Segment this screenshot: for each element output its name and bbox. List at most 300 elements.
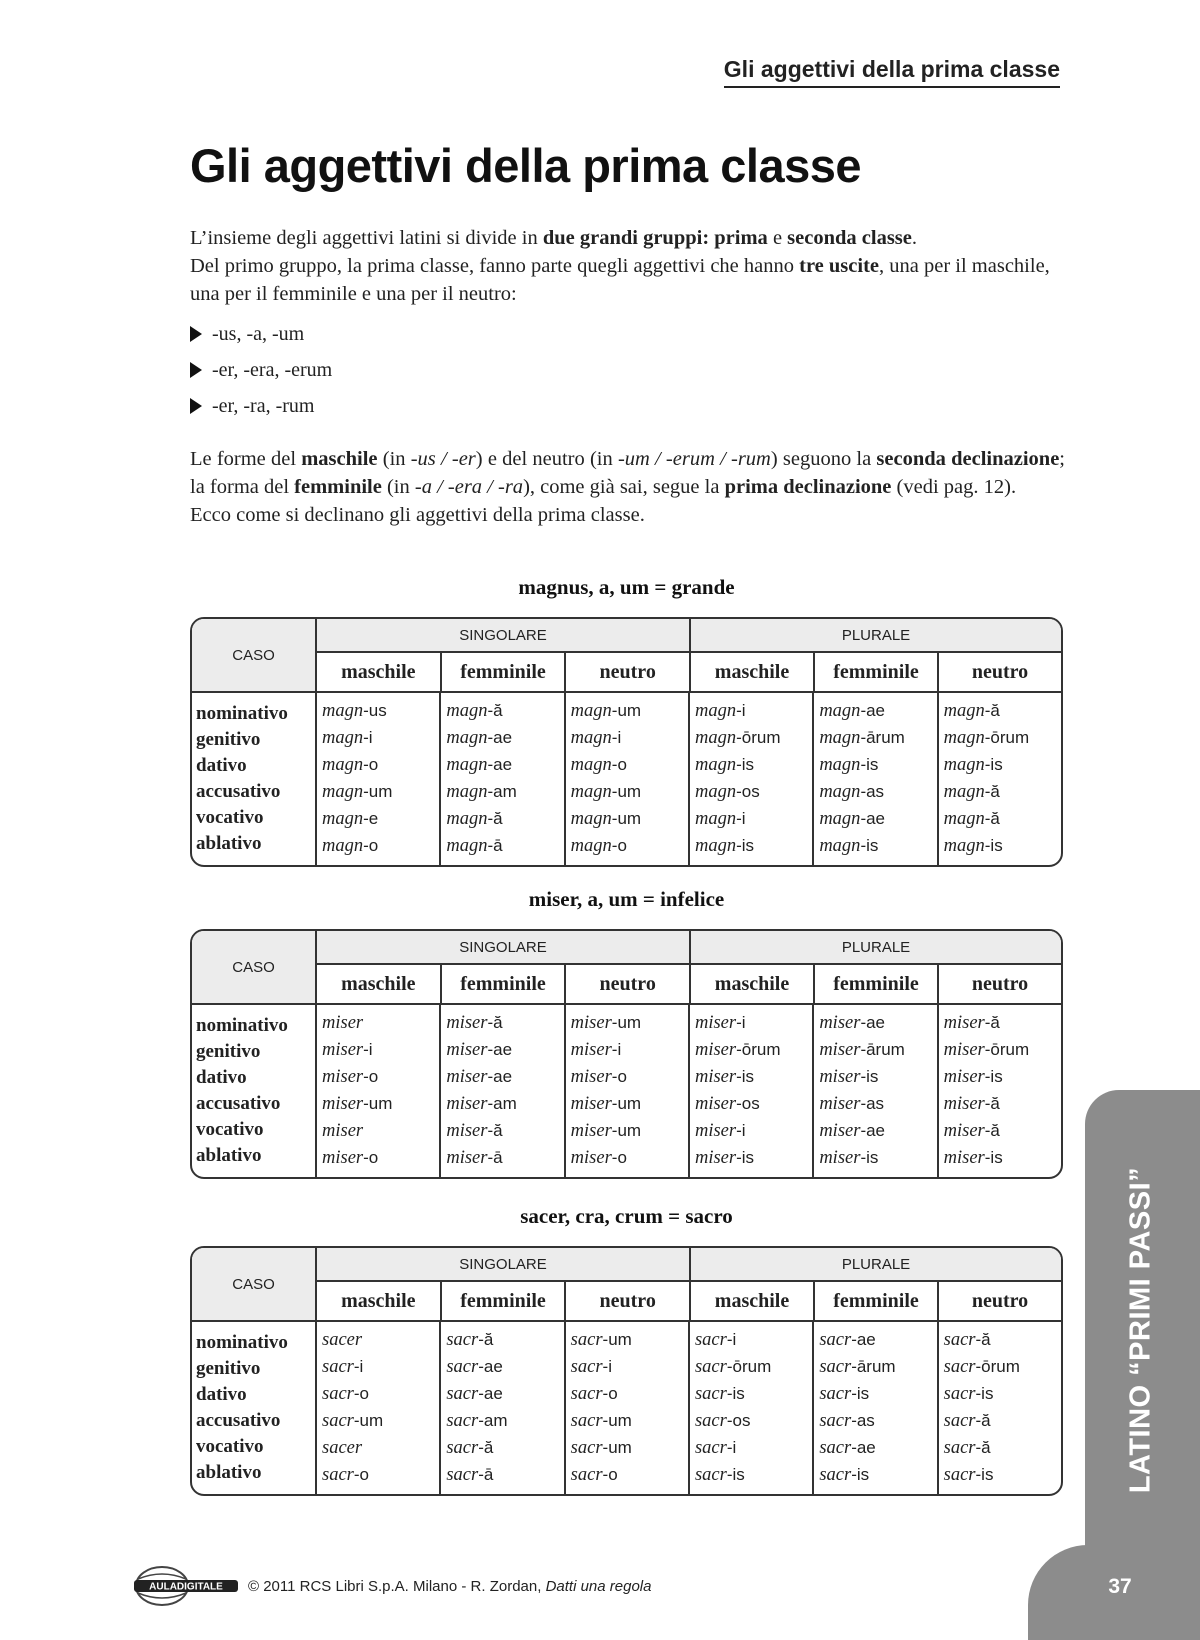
triangle-bullet-icon bbox=[190, 326, 202, 342]
word-ending: -ă bbox=[975, 1438, 991, 1457]
form-column bbox=[812, 1322, 936, 1494]
word-ending: -is bbox=[736, 755, 755, 774]
case-label: dativo bbox=[196, 755, 247, 776]
table-cell bbox=[322, 1434, 439, 1461]
word-ending: -ōrum bbox=[984, 1040, 1030, 1059]
gender-headers bbox=[691, 1282, 1061, 1320]
word-stem: magn bbox=[322, 836, 364, 856]
table-cell bbox=[944, 1036, 1061, 1063]
group-plurale bbox=[689, 931, 1061, 1003]
gender-headers bbox=[317, 965, 689, 1003]
gender-header: maschile bbox=[341, 1289, 416, 1312]
word-ending: -is bbox=[726, 1465, 745, 1484]
form-column bbox=[317, 1005, 439, 1177]
table-cell bbox=[571, 1036, 688, 1063]
word-ending: -ă bbox=[478, 1438, 494, 1457]
form-column bbox=[688, 1322, 812, 1494]
form-column bbox=[317, 693, 439, 865]
word-ending: -ōrum bbox=[736, 1040, 781, 1059]
word-stem: magn bbox=[446, 728, 488, 748]
word-stem: sacr bbox=[943, 1357, 976, 1377]
word-stem: sacr bbox=[694, 1384, 727, 1404]
word-ending: -um bbox=[363, 1094, 393, 1113]
word-stem: magn bbox=[943, 755, 985, 775]
word-ending: -ae bbox=[860, 1121, 886, 1140]
word-stem: sacr bbox=[570, 1330, 603, 1350]
table-cell bbox=[571, 751, 688, 778]
para-text: Ecco come si declinano gli aggettivi della prima classe. bbox=[190, 504, 645, 526]
table-cell bbox=[446, 1380, 563, 1407]
word-stem: sacr bbox=[943, 1411, 976, 1431]
table-header bbox=[192, 931, 1061, 1005]
word-stem: sacr bbox=[322, 1465, 354, 1485]
word-stem: sacr bbox=[570, 1438, 603, 1458]
case-label: vocativo bbox=[196, 807, 264, 828]
word-ending: -is bbox=[860, 1067, 879, 1086]
word-ending: -ă bbox=[478, 1330, 494, 1349]
table-cell bbox=[944, 1380, 1061, 1407]
gender-header: femminile bbox=[813, 1282, 937, 1320]
word-stem: sacr bbox=[943, 1438, 976, 1458]
list-item bbox=[190, 388, 1065, 424]
table-cell bbox=[571, 724, 688, 751]
word-stem: miser bbox=[570, 1040, 612, 1060]
word-stem: sacr bbox=[322, 1384, 354, 1404]
word-stem: miser bbox=[694, 1067, 737, 1087]
table-cell bbox=[446, 832, 563, 859]
gender-header: femminile bbox=[440, 965, 565, 1003]
table-cell bbox=[446, 697, 563, 724]
word-stem: magn bbox=[570, 728, 612, 748]
word-stem: sacr bbox=[819, 1411, 852, 1431]
case-label: accusativo bbox=[196, 1410, 281, 1431]
para-italic-text: -um / -erum / -rum bbox=[617, 448, 771, 470]
plurale-header: PLURALE bbox=[691, 1248, 1061, 1282]
book-title: Datti una regola bbox=[545, 1577, 652, 1595]
word-ending: -um bbox=[611, 1013, 642, 1032]
word-ending: -ă bbox=[975, 1411, 991, 1430]
table-cell bbox=[695, 1009, 812, 1036]
table-cell bbox=[819, 724, 936, 751]
table-cell bbox=[695, 1380, 812, 1407]
table-cell bbox=[446, 1461, 563, 1488]
word-stem: miser bbox=[819, 1013, 861, 1033]
word-stem: miser bbox=[446, 1094, 488, 1114]
word-stem: miser bbox=[446, 1013, 488, 1033]
ending-list bbox=[190, 316, 1065, 424]
word-ending: -um bbox=[602, 1330, 632, 1349]
word-ending: -is bbox=[736, 836, 755, 855]
word-stem: miser bbox=[694, 1040, 737, 1060]
singolare-header: SINGOLARE bbox=[317, 931, 689, 965]
word-ending: -o bbox=[353, 1384, 369, 1403]
group-plurale bbox=[689, 619, 1061, 691]
word-stem: sacr bbox=[694, 1438, 727, 1458]
word-ending: -as bbox=[860, 782, 885, 801]
word-stem: miser bbox=[819, 1094, 861, 1114]
table-cell bbox=[819, 1009, 936, 1036]
word-stem: magn bbox=[694, 809, 737, 829]
word-stem: miser bbox=[570, 1094, 612, 1114]
table-cell bbox=[571, 1117, 688, 1144]
table-cell bbox=[944, 832, 1061, 859]
word-ending: -ōrum bbox=[975, 1357, 1020, 1376]
word-ending: -um bbox=[363, 782, 393, 801]
table-cell bbox=[944, 1144, 1061, 1171]
case-column bbox=[192, 693, 317, 865]
word-stem: sacr bbox=[446, 1357, 479, 1377]
table-cell bbox=[446, 1117, 563, 1144]
word-stem: sacer bbox=[322, 1438, 363, 1458]
word-stem: magn bbox=[570, 701, 612, 721]
word-ending: -ă bbox=[984, 1121, 1000, 1140]
word-ending: -e bbox=[363, 809, 379, 828]
publisher-logo bbox=[132, 1565, 242, 1607]
word-stem: miser bbox=[570, 1067, 612, 1087]
word-ending: -um bbox=[611, 701, 642, 720]
table-cell bbox=[695, 1063, 812, 1090]
word-stem: magn bbox=[694, 836, 737, 856]
intro-bold-text: seconda classe bbox=[787, 227, 912, 249]
table-cell bbox=[322, 1326, 439, 1353]
word-ending: -o bbox=[602, 1384, 618, 1403]
word-ending: -o bbox=[363, 755, 379, 774]
para-text: ) seguono la bbox=[770, 448, 877, 470]
table-cell bbox=[446, 1090, 563, 1117]
word-stem: miser bbox=[694, 1148, 737, 1168]
group-singolare bbox=[317, 931, 689, 1003]
gender-headers bbox=[317, 1282, 689, 1320]
word-stem: sacr bbox=[446, 1438, 479, 1458]
word-ending: -as bbox=[860, 1094, 885, 1113]
word-stem: magn bbox=[322, 755, 364, 775]
table-cell bbox=[446, 724, 563, 751]
word-ending: -um bbox=[602, 1411, 632, 1430]
copyright-text bbox=[248, 1578, 651, 1595]
word-stem: magn bbox=[570, 836, 612, 856]
word-stem: magn bbox=[570, 782, 612, 802]
word-ending: -ārum bbox=[860, 1040, 905, 1059]
gender-header: femminile bbox=[440, 653, 565, 691]
table-body bbox=[192, 693, 1061, 865]
table-cell bbox=[819, 1326, 936, 1353]
form-column bbox=[688, 1005, 812, 1177]
word-ending: -ae bbox=[860, 1013, 886, 1032]
case-label: ablativo bbox=[196, 1145, 262, 1166]
word-ending: -ōrum bbox=[736, 728, 781, 747]
case-label: nominativo bbox=[196, 1332, 288, 1353]
table-cell bbox=[944, 1117, 1061, 1144]
table-cell bbox=[446, 1407, 563, 1434]
word-stem: miser bbox=[943, 1094, 985, 1114]
word-stem: sacr bbox=[819, 1384, 852, 1404]
word-stem: sacr bbox=[819, 1465, 852, 1485]
declension-table-sacer bbox=[190, 1246, 1063, 1496]
form-column bbox=[564, 693, 688, 865]
word-ending: -is bbox=[860, 755, 879, 774]
word-stem: magn bbox=[694, 755, 737, 775]
table-caption-sacer: sacer, cra, crum = sacro bbox=[520, 1204, 733, 1228]
case-label: vocativo bbox=[196, 1119, 264, 1140]
table-cell bbox=[322, 1036, 439, 1063]
word-ending: -ārum bbox=[860, 728, 905, 747]
form-columns bbox=[317, 1005, 1061, 1177]
para-bold-text: seconda declinazione bbox=[876, 448, 1060, 470]
side-tab-label: LATINO “PRIMI PASSI” bbox=[1124, 1166, 1157, 1494]
word-stem: miser bbox=[943, 1067, 985, 1087]
word-stem: magn bbox=[819, 755, 861, 775]
word-ending: -o bbox=[602, 1465, 618, 1484]
form-column bbox=[937, 693, 1061, 865]
word-ending: -ae bbox=[860, 701, 886, 720]
intro-text: , una per il maschile, una per il femminile e una per il neutro: bbox=[190, 255, 1050, 305]
word-stem: magn bbox=[570, 809, 612, 829]
word-stem: sacr bbox=[943, 1465, 976, 1485]
word-stem: miser bbox=[819, 1067, 861, 1087]
table-cell bbox=[944, 805, 1061, 832]
word-ending: -is bbox=[860, 1148, 879, 1167]
word-ending: -ae bbox=[851, 1438, 876, 1457]
gender-header: maschile bbox=[341, 972, 416, 995]
table-cell bbox=[322, 1117, 439, 1144]
word-ending: -ārum bbox=[851, 1357, 896, 1376]
table-cell bbox=[819, 1407, 936, 1434]
intro-section bbox=[190, 224, 1065, 424]
gender-header: neutro bbox=[564, 653, 689, 691]
word-ending: -is bbox=[726, 1384, 745, 1403]
para-italic-text: -a / -era / -ra bbox=[414, 476, 524, 498]
gender-header: femminile bbox=[440, 1282, 565, 1320]
table-cell bbox=[322, 1009, 439, 1036]
word-ending: -i bbox=[611, 728, 622, 747]
table-cell bbox=[571, 832, 688, 859]
group-singolare bbox=[317, 1248, 689, 1320]
word-stem: miser bbox=[322, 1040, 364, 1060]
gender-header: maschile bbox=[341, 660, 416, 683]
logo-text: AULADIGITALE bbox=[149, 1581, 223, 1593]
gender-header: neutro bbox=[937, 965, 1061, 1003]
word-ending: -is bbox=[860, 836, 879, 855]
word-stem: miser bbox=[570, 1148, 612, 1168]
form-column bbox=[564, 1005, 688, 1177]
para-text: ) e del neutro (in bbox=[475, 448, 618, 470]
word-stem: sacr bbox=[694, 1411, 727, 1431]
case-label: nominativo bbox=[196, 1015, 288, 1036]
table-cell bbox=[322, 1461, 439, 1488]
word-ending: -is bbox=[975, 1465, 994, 1484]
table-cell bbox=[322, 1380, 439, 1407]
word-stem: magn bbox=[819, 809, 861, 829]
word-stem: magn bbox=[446, 809, 488, 829]
word-stem: magn bbox=[322, 728, 364, 748]
table-cell bbox=[446, 1063, 563, 1090]
word-ending: -i bbox=[611, 1040, 622, 1059]
case-label: accusativo bbox=[196, 781, 281, 802]
table-cell bbox=[322, 697, 439, 724]
word-stem: sacr bbox=[943, 1330, 976, 1350]
word-ending: -ă bbox=[984, 1094, 1000, 1113]
table-cell bbox=[695, 751, 812, 778]
case-label: genitivo bbox=[196, 1041, 261, 1062]
word-stem: miser bbox=[943, 1013, 985, 1033]
word-ending: -is bbox=[851, 1465, 870, 1484]
gender-headers bbox=[691, 965, 1061, 1003]
table-cell bbox=[571, 1461, 688, 1488]
word-ending: -i bbox=[363, 728, 373, 747]
word-ending: -is bbox=[984, 1067, 1003, 1086]
side-tab-corner bbox=[1028, 1545, 1088, 1640]
table-cell bbox=[695, 1407, 812, 1434]
table-cell bbox=[571, 1009, 688, 1036]
word-stem: sacr bbox=[322, 1411, 354, 1431]
word-stem: magn bbox=[943, 809, 985, 829]
word-ending: -i bbox=[353, 1357, 364, 1376]
case-column bbox=[192, 1322, 317, 1494]
table-cell bbox=[944, 1063, 1061, 1090]
word-stem: magn bbox=[322, 701, 364, 721]
table-cell bbox=[819, 1380, 936, 1407]
running-head: Gli aggettivi della prima classe bbox=[724, 56, 1060, 88]
word-ending: -um bbox=[611, 1121, 642, 1140]
table-cell bbox=[322, 1353, 439, 1380]
word-stem: sacr bbox=[694, 1465, 727, 1485]
case-label: ablativo bbox=[196, 1462, 262, 1483]
word-ending: -um bbox=[611, 1094, 642, 1113]
form-column bbox=[317, 1322, 439, 1494]
form-column bbox=[439, 693, 563, 865]
word-stem: magn bbox=[446, 782, 488, 802]
form-columns bbox=[317, 693, 1061, 865]
word-ending: -ae bbox=[487, 1040, 513, 1059]
table-cell bbox=[944, 778, 1061, 805]
word-stem: sacr bbox=[570, 1465, 603, 1485]
gender-header: maschile bbox=[714, 660, 790, 683]
form-column bbox=[937, 1005, 1061, 1177]
word-ending: -is bbox=[984, 1148, 1003, 1167]
word-ending: -ōrum bbox=[984, 728, 1030, 747]
word-stem: miser bbox=[694, 1121, 737, 1141]
singolare-header: SINGOLARE bbox=[317, 1248, 689, 1282]
table-cell bbox=[446, 1353, 563, 1380]
intro-paragraph bbox=[190, 224, 1065, 308]
word-ending: -o bbox=[611, 755, 627, 774]
table-cell bbox=[695, 1353, 812, 1380]
word-stem: miser bbox=[446, 1067, 488, 1087]
word-ending: -o bbox=[611, 1067, 627, 1086]
table-cell bbox=[944, 751, 1061, 778]
word-stem: magn bbox=[446, 755, 488, 775]
table-cell bbox=[571, 1090, 688, 1117]
word-stem: magn bbox=[819, 836, 861, 856]
word-stem: miser bbox=[446, 1148, 488, 1168]
table-cell bbox=[571, 1434, 688, 1461]
form-column bbox=[812, 1005, 936, 1177]
table-cell bbox=[944, 1407, 1061, 1434]
word-ending: -os bbox=[736, 1094, 760, 1113]
table-cell bbox=[944, 1461, 1061, 1488]
table-cell bbox=[944, 1434, 1061, 1461]
gender-header: neutro bbox=[937, 1282, 1061, 1320]
table-cell bbox=[819, 1461, 936, 1488]
word-ending: -os bbox=[736, 782, 760, 801]
table-cell bbox=[446, 778, 563, 805]
declension-table-magnus bbox=[190, 617, 1063, 867]
gender-header: maschile bbox=[714, 972, 790, 995]
intro-text: . bbox=[911, 227, 917, 249]
table-cell bbox=[571, 1063, 688, 1090]
word-stem: miser bbox=[446, 1040, 488, 1060]
gender-header: femminile bbox=[813, 653, 937, 691]
table-cell bbox=[819, 751, 936, 778]
table-cell bbox=[571, 1326, 688, 1353]
list-item bbox=[190, 352, 1065, 388]
word-ending: -am bbox=[487, 1094, 517, 1113]
para-text: ; la forma del bbox=[190, 448, 1065, 498]
declension-table-miser bbox=[190, 929, 1063, 1179]
table-cell bbox=[819, 805, 936, 832]
table-cell bbox=[322, 1144, 439, 1171]
word-ending: -i bbox=[736, 701, 746, 720]
table-cell bbox=[944, 1353, 1061, 1380]
case-label: nominativo bbox=[196, 703, 288, 724]
table-cell bbox=[322, 805, 439, 832]
table-cell bbox=[695, 1144, 812, 1171]
group-singolare bbox=[317, 619, 689, 691]
word-stem: magn bbox=[570, 755, 612, 775]
form-column bbox=[688, 693, 812, 865]
word-stem: miser bbox=[694, 1013, 737, 1033]
footer bbox=[132, 1565, 651, 1607]
table-cell bbox=[322, 724, 439, 751]
table-cell bbox=[446, 1434, 563, 1461]
word-stem: magn bbox=[446, 836, 488, 856]
word-ending: -os bbox=[726, 1411, 751, 1430]
table-cell bbox=[819, 778, 936, 805]
form-column bbox=[439, 1005, 563, 1177]
para-bold-text: prima declinazione bbox=[724, 476, 892, 498]
table-cell bbox=[819, 1434, 936, 1461]
word-ending: -ă bbox=[487, 701, 503, 720]
word-stem: sacr bbox=[570, 1411, 603, 1431]
list-item-text: -er, -ra, -rum bbox=[212, 395, 315, 417]
word-stem: sacr bbox=[446, 1384, 479, 1404]
word-stem: magn bbox=[819, 701, 861, 721]
triangle-bullet-icon bbox=[190, 362, 202, 378]
word-ending: -am bbox=[478, 1411, 508, 1430]
para-text: (vedi pag. 12). bbox=[891, 476, 1017, 498]
para-bold-text: femminile bbox=[294, 476, 382, 498]
word-stem: magn bbox=[943, 728, 985, 748]
word-stem: magn bbox=[819, 782, 861, 802]
table-cell bbox=[819, 1353, 936, 1380]
word-ending: -ae bbox=[487, 755, 513, 774]
table-cell bbox=[944, 697, 1061, 724]
word-stem: sacr bbox=[322, 1357, 354, 1377]
table-cell bbox=[571, 1407, 688, 1434]
para-bold-text: maschile bbox=[301, 448, 378, 470]
table-cell bbox=[322, 778, 439, 805]
table-cell bbox=[944, 1090, 1061, 1117]
table-header bbox=[192, 619, 1061, 693]
word-ending: -ă bbox=[984, 809, 1000, 828]
table-cell bbox=[819, 1144, 936, 1171]
table-cell bbox=[819, 1117, 936, 1144]
word-stem: sacr bbox=[570, 1384, 603, 1404]
para-text: Le forme del bbox=[190, 448, 302, 470]
table-cell bbox=[322, 751, 439, 778]
word-stem: miser bbox=[322, 1148, 364, 1168]
table-cell bbox=[695, 697, 812, 724]
